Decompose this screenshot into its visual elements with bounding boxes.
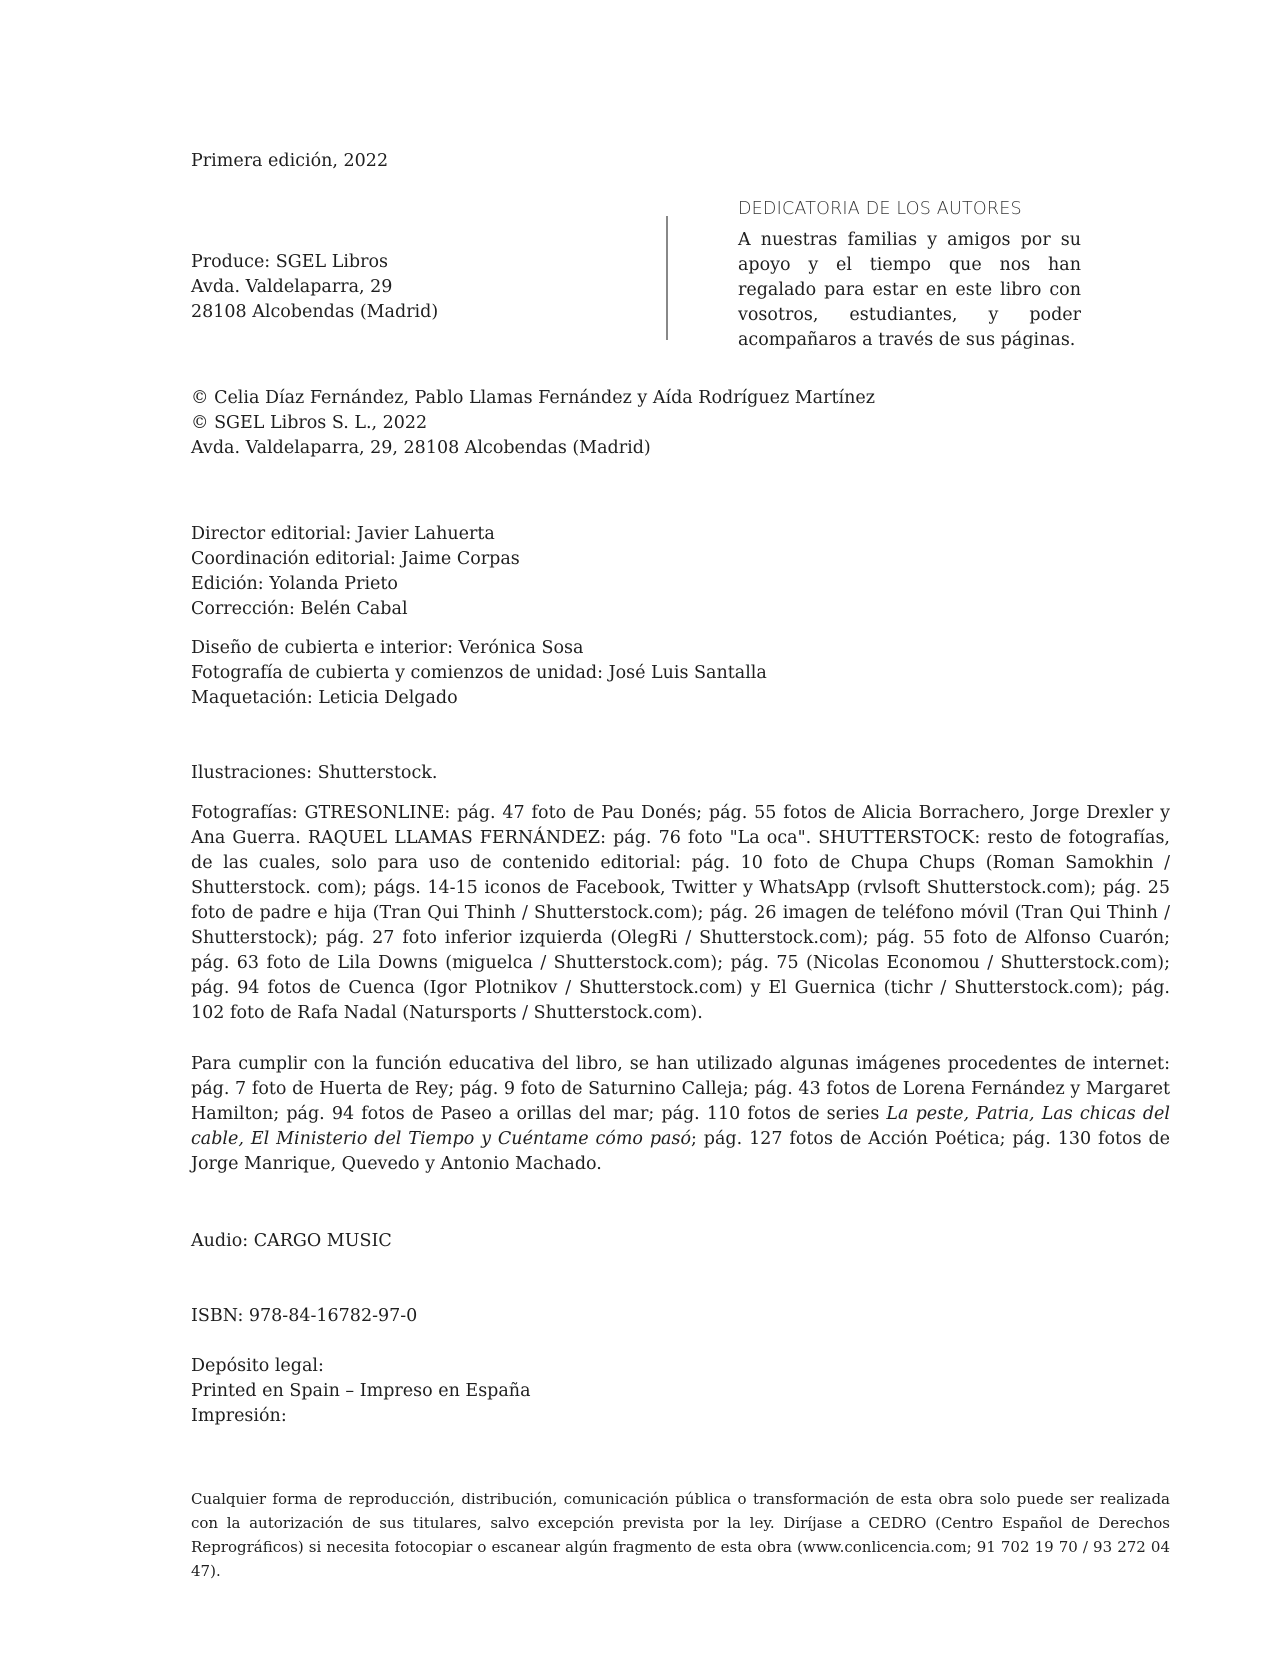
internet-images-credit — [191, 1052, 1170, 1177]
internet-images-text-2: ; pág. 127 fotos de Acción Poética; pág. 130 fotos de Jorge Manrique, Quevedo y Antonio Machado. — [191, 1129, 1171, 1174]
producer-street: Avda. Valdelaparra, 29 — [191, 277, 393, 297]
editorial-correction: Corrección: Belén Cabal — [191, 599, 408, 619]
internet-images-series-titles: La peste, Patria, Las chicas del cable, El Ministerio del Tiempo y Cuéntame cómo pasó — [191, 1104, 1170, 1149]
illustrations-credit — [191, 761, 437, 786]
copyright-publisher: © SGEL Libros S. L., 2022 — [191, 413, 428, 433]
editorial-coordination: Coordinación editorial: Jaime Corpas — [191, 549, 520, 569]
isbn-line — [191, 1304, 417, 1329]
copyright-address: Avda. Valdelaparra, 29, 28108 Alcobendas (Madrid) — [191, 438, 651, 458]
dedication-title: DEDICATORIA DE LOS AUTORES — [738, 199, 1022, 219]
reproduction-notice: Cualquier forma de reproducción, distribución, comunicación pública o transformación de esta obra solo puede ser realizada con la autorización de sus titulares, salvo excepción prevista por la ley. Diríjase a CEDRO (Centro Español de Derechos Reprográficos) si necesita fotocopiar o escanear algún fragmento de esta obra (www.conlicencia.com; 91 702 19 70 / 93 272 04 47). — [191, 1490, 1170, 1580]
legal-printed: Printed en Spain – Impreso en España — [191, 1381, 531, 1401]
isbn-text: ISBN: 978-84-16782-97-0 — [191, 1306, 418, 1326]
editorial-edition: Edición: Yolanda Prieto — [191, 574, 398, 594]
legal-printing: Impresión: — [191, 1406, 287, 1426]
editorial-credits — [191, 522, 520, 622]
copyright-block — [191, 386, 875, 461]
audio-text: Audio: CARGO MUSIC — [191, 1231, 392, 1251]
dedication-block — [738, 197, 1081, 353]
edition-text: Primera edición, 2022 — [191, 151, 389, 171]
design-cover: Diseño de cubierta e interior: Verónica Sosa — [191, 638, 584, 658]
photographs-credit: Fotografías: GTRESONLINE: pág. 47 foto de Pau Donés; pág. 55 fotos de Alicia Borrachero, Jorge Drexler y Ana Guerra. RAQUEL LLAMAS FERNÁNDEZ: pág. 76 foto "La oca". SHUTTERSTOCK: resto de fotografías, de las cuales, solo para uso de contenido editorial: pág. 10 foto de Chupa Chups (Roman Samokhin / Shutterstock. com); págs. 14-15 iconos de Facebook, Twitter y WhatsApp (rvlsoft Shutterstock.com); pág. 25 foto de padre e hija (Tran Qui Thinh / Shutterstock.com); pág. 26 imagen de teléfono móvil (Tran Qui Thinh / Shutterstock); pág. 27 foto inferior izquierda (OlegRi / Shutterstock.com); pág. 55 foto de Alfonso Cuarón; pág. 63 foto de Lila Downs (miguelca / Shutterstock.com); pág. 75 (Nicolas Economou / Shutterstock.com); pág. 94 fotos de Cuenca (Igor Plotnikov / Shutterstock.com) y El Guernica (tichr / Shutterstock.com); pág. 102 foto de Rafa Nadal (Natursports / Shutterstock.com). — [191, 803, 1170, 1023]
producer-city: 28108 Alcobendas (Madrid) — [191, 302, 439, 322]
legal-deposit: Depósito legal: — [191, 1356, 324, 1376]
producer-block — [191, 250, 438, 325]
audio-credit — [191, 1229, 392, 1254]
illustrations-text: Ilustraciones: Shutterstock. — [191, 763, 438, 783]
edition-line — [191, 149, 388, 174]
dedication-body: A nuestras familias y amigos por su apoyo y el tiempo que nos han regalado para estar en este libro con vosotros, estudiantes, y poder acompañaros a través de sus páginas. — [738, 230, 1081, 350]
design-photo: Fotografía de cubierta y comienzos de unidad: José Luis Santalla — [191, 663, 767, 683]
editorial-director: Director editorial: Javier Lahuerta — [191, 524, 495, 544]
copyright-authors: © Celia Díaz Fernández, Pablo Llamas Fernández y Aída Rodríguez Martínez — [191, 388, 875, 408]
internet-images-text-1: Para cumplir con la función educativa del libro, se han utilizado algunas imágenes procedentes de internet: pág. 7 foto de Huerta de Rey; pág. 9 foto de Saturnino Calleja; pág. 43 fotos de Lorena Fernández y Margaret Hamilton; pág. 94 fotos de Paseo a orillas del mar; pág. 110 fotos de series — [191, 1054, 1170, 1124]
divider-line — [666, 216, 668, 340]
legal-block — [191, 1354, 531, 1429]
producer-name: Produce: SGEL Libros — [191, 252, 388, 272]
design-credits — [191, 636, 767, 711]
design-layout: Maquetación: Leticia Delgado — [191, 688, 458, 708]
